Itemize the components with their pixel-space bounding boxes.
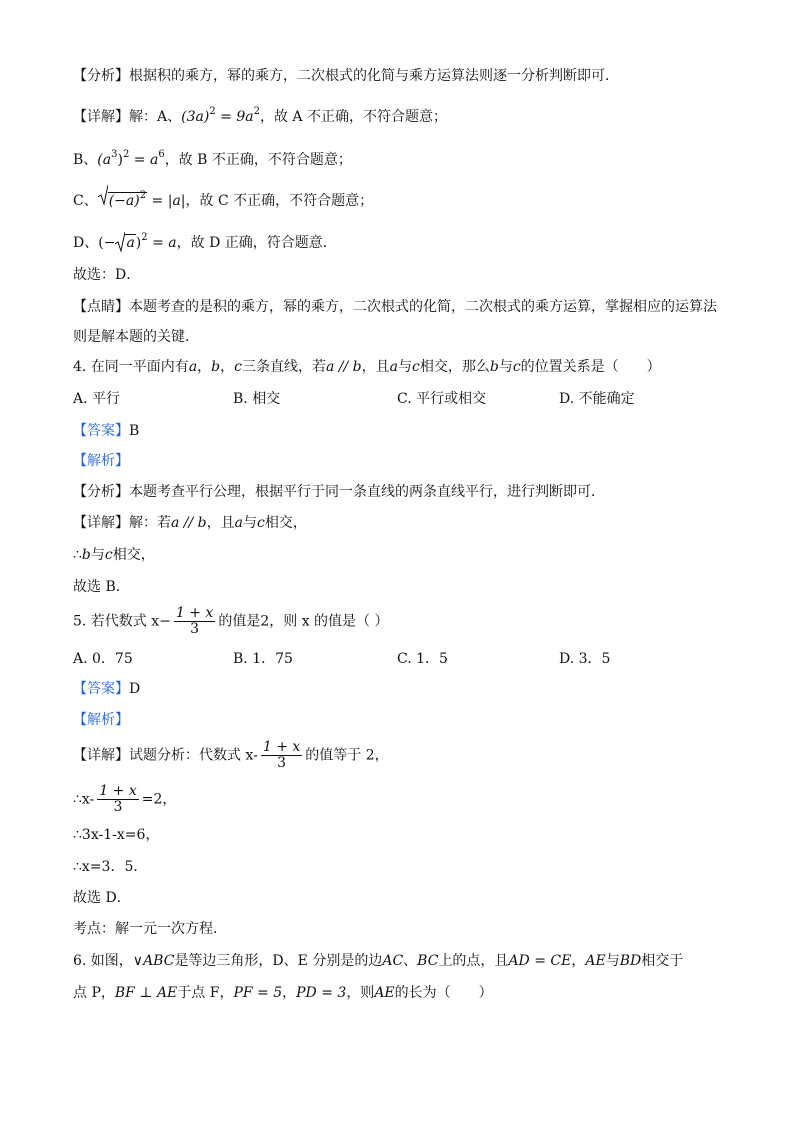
q3-b-eq: = a	[129, 152, 159, 168]
q6-line2-mid: 于点 F，	[177, 985, 234, 1001]
q3-b-eq-exp: 6	[158, 149, 165, 160]
segment-ae: AE	[585, 953, 606, 969]
q3-choose: 故选：D．	[73, 267, 141, 283]
with: 与	[605, 953, 620, 969]
with: 与	[398, 359, 412, 375]
q3-a-eq: = 9a	[215, 109, 254, 125]
with: 与	[498, 359, 513, 375]
q3-a-exp: 2	[209, 106, 216, 117]
q3-a-expr: (3a)	[181, 109, 210, 125]
q3-a-post: ，故 A 不正确，不符合题意；	[259, 109, 447, 125]
q6-line1-pre: 6. 如图，∨	[73, 953, 144, 969]
segment-ac: AC	[382, 953, 404, 969]
q4-detail-pre: 【详解】解：若	[73, 515, 171, 531]
q5-stem	[73, 606, 389, 637]
q4-option-a: A. 平行	[73, 391, 121, 407]
q6-stem-line2	[73, 983, 493, 1003]
q5-explain-label: 【解析】	[73, 712, 129, 728]
q3-d-open: (−	[98, 235, 116, 251]
q5-step3: ∴x=3．5．	[73, 859, 148, 875]
detail-label: 【详解】	[73, 109, 129, 125]
q3-detail-d	[73, 228, 337, 253]
q3-d-exp: 2	[141, 232, 148, 243]
q3-c-exp: 2	[139, 190, 147, 201]
q3-c-radicand: (−a)	[108, 193, 140, 209]
fraction	[174, 606, 215, 637]
q3-d-prefix: D、	[73, 235, 99, 251]
sqrt-sign-d	[115, 233, 135, 253]
therefore-symbol: ∴	[73, 547, 82, 563]
q4-stem	[73, 357, 661, 377]
parallel-expr: a // b	[325, 359, 362, 375]
fraction-numerator: 1 + x	[175, 605, 214, 621]
q3-c-prefix: C、	[73, 193, 98, 209]
q5-detail	[73, 740, 389, 771]
q3-d-eq: = a	[147, 235, 177, 251]
q4-option-b: B. 相交	[233, 391, 281, 407]
q4-analysis: 【分析】本题考查平行公理，根据平行于同一条直线的两条直线平行，进行判断即可．	[73, 484, 605, 500]
q3-comment-line2: 则是解本题的关键．	[73, 329, 199, 345]
q5-option-a: A. 0．75	[73, 651, 133, 667]
var-b: b	[489, 359, 499, 375]
q4-therefore	[73, 545, 155, 565]
sep: 、	[403, 953, 418, 969]
q6-line1-end: 相交于	[641, 953, 684, 969]
sqrt-sign	[98, 186, 147, 211]
q5-step1-pre: ∴x-	[73, 791, 95, 808]
q6-stem-line1	[73, 951, 683, 971]
q3-b-close: )	[117, 152, 123, 168]
var-a: a	[188, 359, 198, 375]
q5-detail-end: 的值等于 2，	[305, 747, 389, 764]
with: 与	[243, 515, 258, 531]
q4-stem-mid: 三条直线，若	[241, 359, 326, 375]
q3-c-post: ，故 C 不正确，不符合题意；	[185, 193, 374, 209]
q5-step1	[73, 784, 176, 815]
q4-option-d: D. 不能确定	[559, 391, 635, 407]
fraction-denominator: 3	[113, 799, 123, 815]
q4-detail	[73, 513, 307, 533]
var-c: c	[104, 547, 113, 563]
q5-value: 2	[260, 613, 270, 630]
q6-line2-end: 的长为（ ）	[394, 985, 493, 1001]
fraction-numerator: 1 + x	[99, 783, 137, 799]
q4-therefore-end: 相交，	[112, 547, 155, 563]
q5-stem-pre: 5. 若代数式 x−	[73, 613, 171, 630]
q3-detail-b	[73, 145, 352, 170]
q5-step1-end: =2，	[141, 791, 177, 808]
q4-option-c: C. 平行或相交	[397, 391, 487, 407]
q5-detail-pre: 【详解】试题分析：代数式 x-	[73, 747, 258, 764]
fraction-denominator: 3	[190, 621, 200, 637]
equation-ad-ce: AD = CE	[508, 953, 572, 969]
q3-analysis	[73, 66, 619, 86]
segment-ae: AE	[374, 985, 395, 1001]
q4-detail-end: 相交，	[264, 515, 307, 531]
var-b: b	[211, 359, 221, 375]
parallel-expr: a // b	[171, 515, 207, 531]
pf-value: PF = 5	[233, 985, 283, 1001]
q3-b-exp: 2	[122, 149, 130, 160]
q3-d-close: )	[135, 235, 142, 251]
q5-option-d: D. 3．5	[559, 651, 611, 667]
var-c: c	[512, 359, 521, 375]
q3-a-eq-exp: 2	[253, 106, 260, 117]
q4-stem-pre: 4. 在同一平面内有	[73, 359, 189, 375]
pd-value: PD = 3	[296, 985, 347, 1001]
q3-b-expr: (a	[97, 152, 112, 168]
q4-choose: 故选 B．	[73, 579, 130, 595]
segment-bc: BC	[417, 953, 439, 969]
var-c: c	[234, 359, 242, 375]
answer-label: 【答案】	[73, 681, 129, 697]
q4-answer	[73, 421, 139, 441]
fraction	[97, 784, 138, 815]
sep: ，	[571, 953, 586, 969]
q6-line2-pre: 点 P，	[73, 985, 115, 1001]
var-c: c	[412, 359, 420, 375]
q5-step2: ∴3x-1-x=6，	[73, 827, 160, 843]
fraction	[261, 740, 302, 771]
answer-label: 【答案】	[73, 423, 129, 439]
var-b: b	[81, 547, 91, 563]
q3-b-prefix: B、	[73, 152, 98, 168]
radical-icon	[98, 184, 108, 206]
q3-c-eq: = |a|	[147, 193, 186, 209]
q3-comment-line1: 【点睛】本题考查的是积的乘方，幂的乘方，二次根式的化简，二次根式的乘方运算，掌握相应的运算法	[73, 299, 717, 315]
answer-value: B	[129, 423, 140, 439]
q6-line1-mid2: 上的点，且	[438, 953, 509, 969]
q4-stem-end: 的位置关系是（ ）	[520, 359, 661, 375]
var-c: c	[257, 515, 265, 531]
q3-d-radicand: a	[126, 235, 135, 251]
q4-stem-mid3: 相交，那么	[419, 359, 490, 375]
fraction-numerator: 1 + x	[262, 739, 301, 755]
q5-option-c: C. 1．5	[397, 651, 448, 667]
sep: ，	[220, 359, 235, 375]
perpendicular-expr: BF ⊥ AE	[114, 985, 178, 1001]
sep: ，	[197, 359, 212, 375]
q5-stem-mid: 的值是	[218, 613, 261, 630]
q3-b-post: ，故 B 不正确，不符合题意；	[164, 152, 352, 168]
q3-detail-c	[73, 186, 373, 211]
with: 与	[90, 547, 105, 563]
q3-analysis-text: 【分析】根据积的乘方，幂的乘方，二次根式的化简与乘方运算法则逐一分析判断即可．	[73, 68, 619, 84]
q3-b-inner-exp: 3	[111, 149, 118, 160]
q3-detail-a	[73, 102, 447, 127]
sep: ，	[282, 985, 297, 1001]
q5-stem-end: ，则 x 的值是（ ）	[269, 613, 389, 630]
segment-bd: BD	[619, 953, 642, 969]
q5-choose: 故选 D．	[73, 890, 131, 906]
q4-detail-mid: ，且	[206, 515, 235, 531]
var-a: a	[389, 359, 398, 375]
q6-line1-mid: 是等边三角形，D、E 分别是的边	[174, 953, 383, 969]
q4-explain-label: 【解析】	[73, 453, 129, 469]
triangle-abc: ABC	[143, 953, 175, 969]
q5-point: 考点：解一元一次方程．	[73, 921, 227, 937]
radical-icon	[115, 231, 125, 253]
q5-answer	[73, 679, 140, 699]
q3-d-post: ，故 D 正确，符合题意．	[176, 235, 337, 251]
q3-a-prefix: 解：A、	[129, 109, 182, 125]
var-a: a	[234, 515, 244, 531]
q5-option-b: B. 1．75	[233, 651, 293, 667]
fraction-denominator: 3	[277, 755, 287, 771]
answer-value: D	[129, 681, 141, 697]
q6-line2-mid3: ，则	[346, 985, 375, 1001]
q4-stem-mid2: ，且	[361, 359, 390, 375]
